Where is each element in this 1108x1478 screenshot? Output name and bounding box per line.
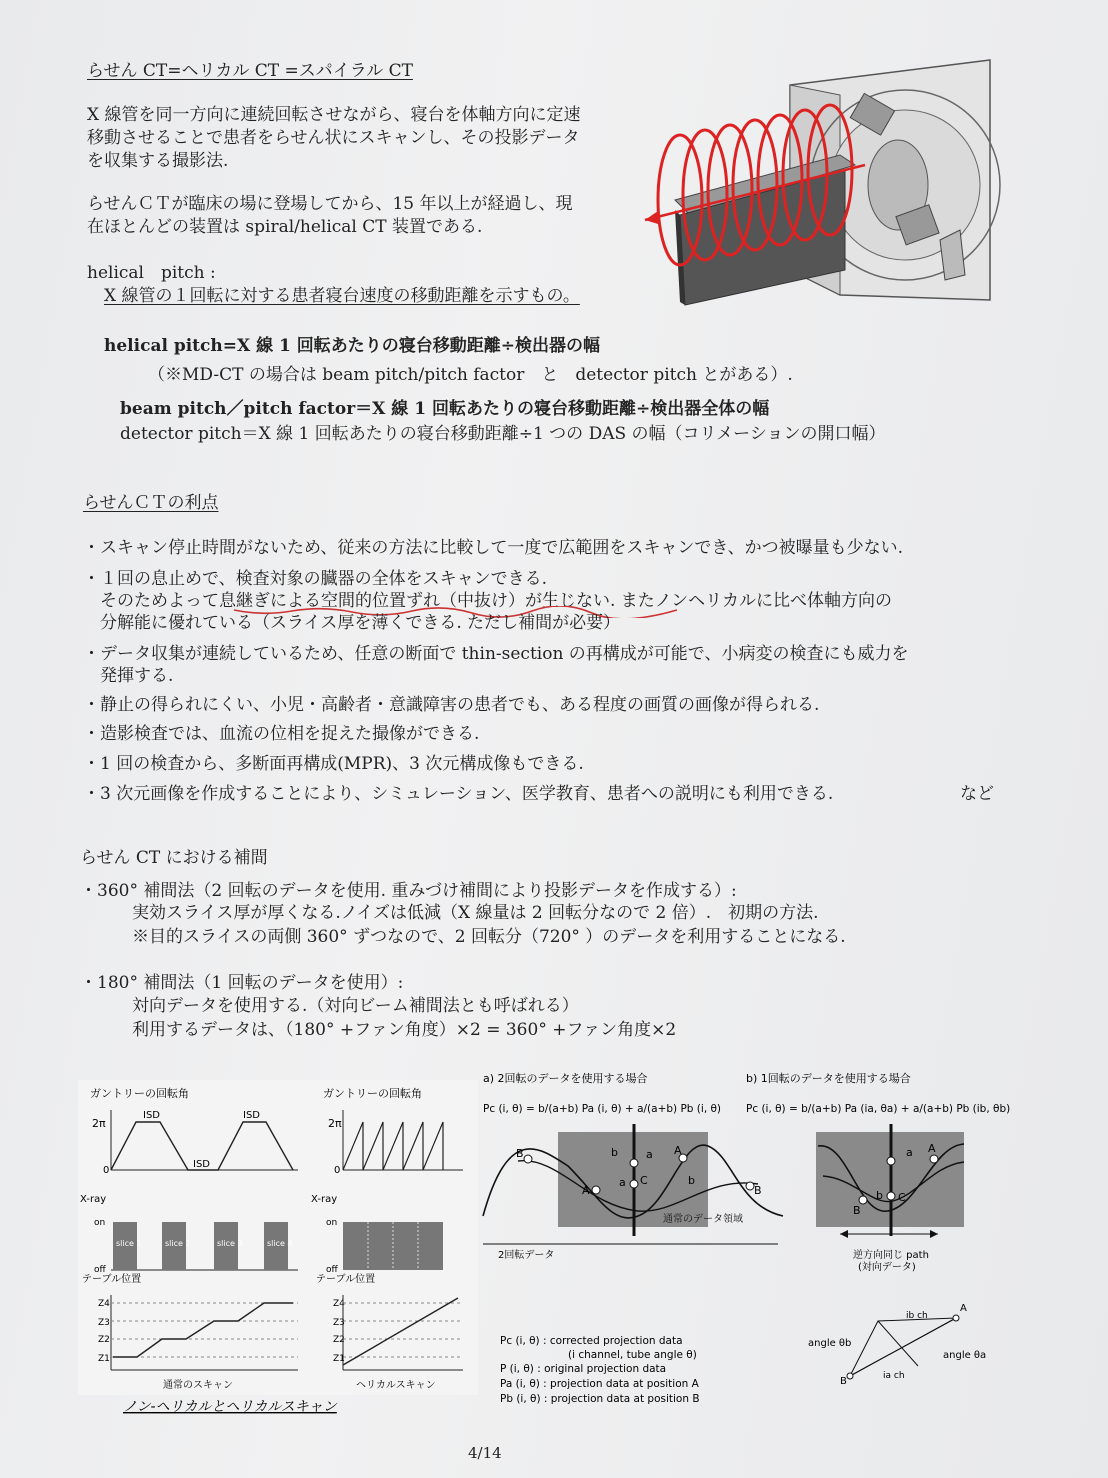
advantage-item: ・スキャン停止時間がないため、従来の方法に比較して一度で広範囲をスキャンでき、かつ被曝量も少ない. bbox=[83, 538, 904, 558]
beam-pitch-formula: beam pitch／pitch factor＝X 線 1 回転あたりの寝台移動距離÷検出器全体の幅 bbox=[120, 399, 770, 419]
z-label: Z4 bbox=[333, 1299, 345, 1309]
svg-text:b: b bbox=[876, 1189, 883, 1202]
advantage-item: 発揮する. bbox=[100, 666, 174, 686]
svg-text:A: A bbox=[582, 1184, 590, 1197]
interpolation-figure bbox=[478, 1066, 1013, 1416]
advantage-etc: など bbox=[960, 784, 994, 804]
svg-text:b: b bbox=[611, 1146, 618, 1159]
intro-line: X 線管を同一方向に連続回転させながら、寝台を体軸方向に定速 bbox=[87, 105, 581, 125]
svg-text:A: A bbox=[928, 1142, 936, 1155]
svg-text:B: B bbox=[840, 1376, 847, 1387]
svg-text:A: A bbox=[960, 1303, 967, 1314]
pitch-label: helical pitch : bbox=[87, 263, 216, 283]
panel-b-title: b) 1回転のデータを使用する場合 bbox=[746, 1072, 911, 1085]
xray-label: X-ray bbox=[80, 1194, 107, 1205]
z-label: Z4 bbox=[98, 1299, 110, 1309]
helical-ct-illustration bbox=[640, 40, 1010, 320]
svg-text:B: B bbox=[853, 1204, 861, 1217]
svg-text:b: b bbox=[688, 1174, 695, 1187]
zero-label: 0 bbox=[103, 1165, 110, 1176]
slice-label: slice 1 bbox=[116, 1239, 142, 1248]
helical-scan-label: ヘリカルスキャン bbox=[356, 1380, 436, 1391]
advantage-item: ・造影検査では、血流の位相を捉えた撮像ができる. bbox=[83, 724, 480, 744]
svg-text:a: a bbox=[906, 1146, 913, 1159]
slice-label: slice 4 bbox=[267, 1239, 293, 1248]
isd-label: ISD bbox=[143, 1110, 160, 1121]
angle-b-label: angle θb bbox=[808, 1338, 852, 1349]
svg-text:B: B bbox=[516, 1147, 524, 1160]
advantages-heading: らせんＣＴの利点 bbox=[83, 493, 219, 513]
on-label: on bbox=[94, 1218, 106, 1228]
advantage-item: ・1 回の検査から、多断面再構成(MPR)、3 次元構成像もできる. bbox=[83, 754, 584, 774]
slice-label: slice 2 bbox=[165, 1239, 191, 1248]
opposing-data-label: (対向データ) bbox=[858, 1262, 916, 1273]
isd-label: ISD bbox=[193, 1159, 210, 1170]
z-label: Z2 bbox=[333, 1335, 345, 1345]
svg-text:A: A bbox=[674, 1144, 682, 1157]
pitch-note: （※MD-CT の場合は beam pitch/pitch factor と detector pitch とがある）. bbox=[148, 365, 793, 385]
zero-label: 0 bbox=[334, 1165, 341, 1176]
interp-heading: らせん CT における補間 bbox=[80, 848, 268, 868]
pitch-formula: helical pitch=X 線 1 回転あたりの寝台移動距離÷検出器の幅 bbox=[104, 336, 601, 356]
svg-text:a: a bbox=[619, 1176, 626, 1189]
advantage-item: 分解能に優れている（スライス厚を薄くできる. ただし補間が必要） bbox=[100, 613, 621, 633]
intro-line: 移動させることで患者をらせん状にスキャンし、その投影データ bbox=[87, 128, 580, 148]
advantage-item: ・データ収集が連続しているため、任意の断面で thin-section の再構成が可能で、小病変の検査にも威力を bbox=[83, 644, 909, 664]
gantry-label: ガントリーの回転角 bbox=[90, 1087, 189, 1100]
normal-scan-label: 通常のスキャン bbox=[163, 1380, 233, 1391]
page-title: らせん CT=ヘリカル CT =スパイラル CT bbox=[87, 61, 413, 81]
legend-item: Pc (i, θ) : corrected projection data bbox=[500, 1335, 683, 1347]
intro-line: らせんＣＴが臨床の場に登場してから、15 年以上が経過し、現 bbox=[87, 194, 573, 214]
pitch-definition: X 線管の１回転に対する患者寝台速度の移動距離を示すもの。 bbox=[104, 286, 580, 306]
two-rotation-label: 2回転データ bbox=[498, 1250, 555, 1261]
interp-item: 実効スライス厚が厚くなる.ノイズは低減（X 線量は 2 回転分なので 2 倍）. 初期の方法. bbox=[132, 903, 819, 923]
z-label: Z3 bbox=[98, 1318, 110, 1328]
isd-label: ISD bbox=[243, 1110, 260, 1121]
advantage-item: そのためよって息継ぎによる空間的位置ずれ（中抜け）が生じない. またノンヘリカルに比べ体軸方向の bbox=[100, 591, 892, 611]
advantage-item: ・１回の息止めで、検査対象の臓器の全体をスキャンできる. bbox=[83, 569, 548, 589]
legend-item: (i channel, tube angle θ) bbox=[568, 1349, 697, 1361]
z-label: Z2 bbox=[98, 1335, 110, 1345]
slice-label: slice 3 bbox=[217, 1239, 243, 1248]
interp-item: 対向データを使用する.（対向ビーム補間法とも呼ばれる） bbox=[132, 996, 579, 1016]
reverse-path-label: 逆方向同じ path bbox=[853, 1250, 929, 1261]
z-label: Z3 bbox=[333, 1318, 345, 1328]
interp-item: ※目的スライスの両側 360° ずつなので、2 回転分（720° ）のデータを利用することになる. bbox=[132, 927, 846, 947]
svg-text:a: a bbox=[646, 1148, 653, 1161]
panel-a-title: a) 2回転のデータを使用する場合 bbox=[483, 1072, 648, 1085]
svg-text:C: C bbox=[898, 1191, 906, 1204]
on-label: on bbox=[326, 1218, 338, 1228]
normal-region-label: 通常のデータ領域 bbox=[663, 1214, 743, 1225]
gantry-label: ガントリーの回転角 bbox=[323, 1087, 422, 1100]
svg-text:C: C bbox=[640, 1174, 648, 1187]
legend-item: P (i, θ) : original projection data bbox=[500, 1363, 667, 1375]
table-position-label: テーブル位置 bbox=[316, 1274, 376, 1285]
detector-pitch-formula: detector pitch＝X 線 1 回転あたりの寝台移動距離÷1 つの DAS の幅（コリメーションの開口幅） bbox=[120, 424, 886, 444]
intro-line: を収集する撮影法. bbox=[87, 151, 229, 171]
advantage-item: ・静止の得られにくい、小児・高齢者・意識障害の患者でも、ある程度の画質の画像が得られる. bbox=[83, 695, 820, 715]
z-label: Z1 bbox=[333, 1354, 345, 1364]
advantage-item: ・3 次元画像を作成することにより、シミュレーション、医学教育、患者への説明にも利用できる. bbox=[83, 784, 834, 804]
table-position-label: テーブル位置 bbox=[82, 1274, 142, 1285]
interp-item: ・360° 補間法（2 回転のデータを使用. 重みづけ補間により投影データを作成する）: bbox=[80, 881, 737, 901]
page-number: 4/14 bbox=[468, 1444, 502, 1462]
scan-comparison-figure bbox=[78, 1080, 478, 1420]
z-label: Z1 bbox=[98, 1354, 110, 1364]
two-pi-label: 2π bbox=[328, 1117, 342, 1130]
panel-a-formula: Pc (i, θ) = b/(a+b) Pa (i, θ) + a/(a+b) Pb (i, θ) bbox=[483, 1103, 722, 1115]
interp-item: 利用するデータは、（180° +ファン角度）×2 = 360° +ファン角度×2 bbox=[132, 1020, 677, 1040]
legend-item: Pa (i, θ) : projection data at position A bbox=[500, 1378, 699, 1390]
legend-item: Pb (i, θ) : projection data at position B bbox=[500, 1393, 700, 1405]
off-label: off bbox=[94, 1265, 106, 1275]
angle-a-label: angle θa bbox=[943, 1350, 987, 1361]
intro-line: 在ほとんどの装置は spiral/helical CT 装置である. bbox=[87, 217, 483, 237]
two-pi-label: 2π bbox=[92, 1117, 106, 1130]
ib-channel-label: ib ch bbox=[906, 1311, 928, 1321]
xray-label: X-ray bbox=[311, 1194, 338, 1205]
panel-b-formula: Pc (i, θ) = b/(a+b) Pa (ia, θa) + a/(a+b) Pb (ib, θb) bbox=[746, 1103, 1011, 1115]
svg-text:B: B bbox=[754, 1184, 762, 1197]
off-label: off bbox=[326, 1265, 338, 1275]
ia-channel-label: ia ch bbox=[883, 1371, 905, 1381]
interp-item: ・180° 補間法（1 回転のデータを使用）: bbox=[80, 973, 404, 993]
figure-caption: ノン-ヘリカルとヘリカルスキャン bbox=[123, 1399, 337, 1415]
